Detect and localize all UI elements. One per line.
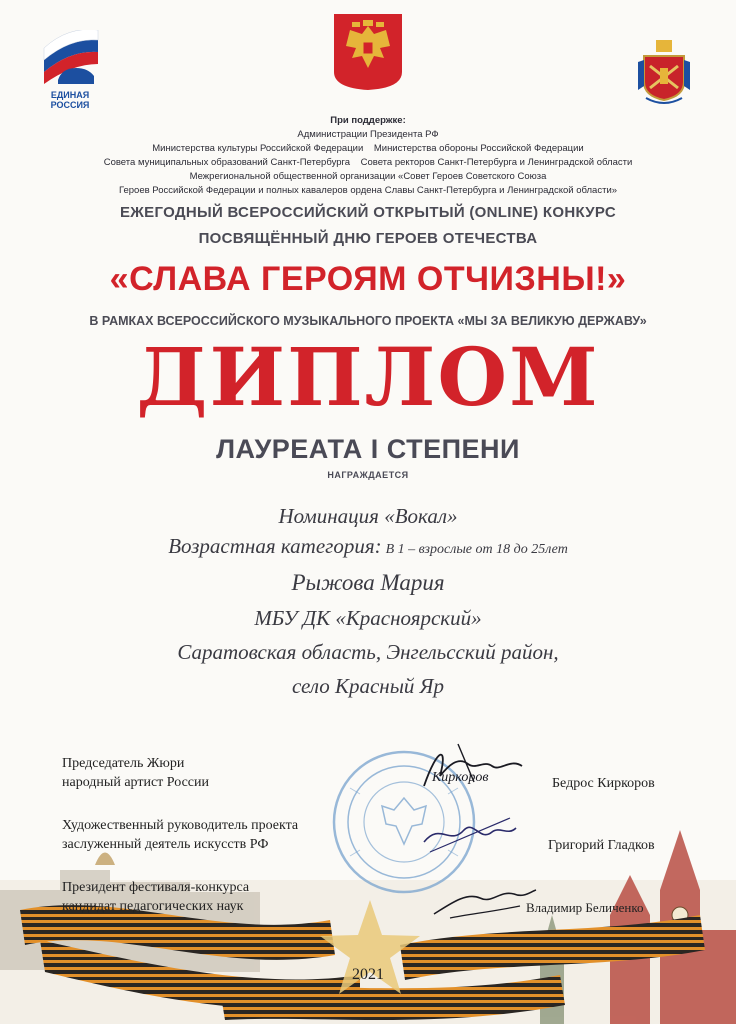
signatory-1-name: Бедрос Киркоров <box>552 776 655 791</box>
supporters-line: Героев Российской Федерации и полных кавалеров ордена Славы Санкт-Петербурга и Ленинградской области» <box>118 185 618 196</box>
signatory-2-name: Григорий Гладков <box>548 838 655 853</box>
supporters-block <box>0 114 736 198</box>
signatory-title: Президент фестиваля-конкурса <box>62 880 250 895</box>
russian-coat-of-arms-icon <box>332 12 404 92</box>
bear-flag-icon <box>38 30 108 85</box>
party-logo <box>38 30 108 110</box>
age-category-value: В 1 – взрослые от 18 до 25лет <box>385 542 568 557</box>
recipient-name: Рыжова Мария <box>291 570 445 595</box>
signature-gladkov <box>420 812 520 856</box>
supporters-intro: При поддержке: <box>330 115 406 126</box>
signatory-title: Председатель Жюри <box>62 756 185 771</box>
supporters-line: Администрации Президента РФ <box>297 129 439 140</box>
supporters-line: Межрегиональной общественной организации «Совет Героев Советского Союза <box>189 171 547 182</box>
contest-title-line2: ПОСВЯЩЁННЫЙ ДНЮ ГЕРОЕВ ОТЕЧЕСТВА <box>198 230 538 247</box>
supporters-item: Министерства культуры Российской Федерации <box>152 143 364 154</box>
diploma-degree: ЛАУРЕАТА I СТЕПЕНИ <box>216 434 520 464</box>
contest-project: В РАМКАХ ВСЕРОССИЙСКОГО МУЗЫКАЛЬНОГО ПРОЕКТА «МЫ ЗА ВЕЛИКУЮ ДЕРЖАВУ» <box>89 314 647 328</box>
recipient-village: село Красный Яр <box>292 674 444 698</box>
supporters-item: Министерства обороны Российской Федерации <box>373 143 584 154</box>
contest-title-line1: ЕЖЕГОДНЫЙ ВСЕРОССИЙСКИЙ ОТКРЫТЫЙ (ONLINE) КОНКУРС <box>120 204 616 221</box>
contest-slogan: «СЛАВА ГЕРОЯМ ОТЧИЗНЫ!» <box>109 260 627 298</box>
diploma-title: ДИПЛОМ <box>136 330 600 424</box>
signatory-2-titles <box>62 816 298 854</box>
signatory-3-titles <box>62 878 249 916</box>
age-category-label: Возрастная категория: <box>168 534 382 558</box>
recipient-organization: МБУ ДК «Красноярский» <box>254 606 482 630</box>
year: 2021 <box>352 966 384 983</box>
signatory-3-name: Владимир Беличенко <box>526 900 644 915</box>
signatory-title: Художественный руководитель проекта <box>62 818 299 833</box>
supporters-item: Совета муниципальных образований Санкт-Петербурга <box>103 157 351 168</box>
supporters-item: Совета ректоров Санкт-Петербурга и Ленинградской области <box>360 157 633 168</box>
nomination: Номинация «Вокал» <box>278 504 458 528</box>
recipient-region: Саратовская область, Энгельсский район, <box>177 640 559 664</box>
signature-belichenko <box>430 884 540 924</box>
signature-kirkorov <box>418 736 530 796</box>
signatory-title: народный артист России <box>62 775 209 790</box>
supporters-line <box>0 142 736 156</box>
signatory-1-titles <box>62 754 209 792</box>
party-logo-text: ЕДИНАЯ РОССИЯ <box>50 90 90 110</box>
signatory-title: заслуженный деятель искусств РФ <box>62 837 269 852</box>
signature-kirkorov-text: Киркоров <box>432 770 489 785</box>
supporters-line <box>0 156 736 170</box>
signatory-title: кандидат педагогических наук <box>62 899 244 914</box>
st-petersburg-coat-of-arms-icon <box>636 38 692 108</box>
age-category <box>0 534 736 559</box>
diploma-awarded: НАГРАЖДАЕТСЯ <box>327 470 409 480</box>
